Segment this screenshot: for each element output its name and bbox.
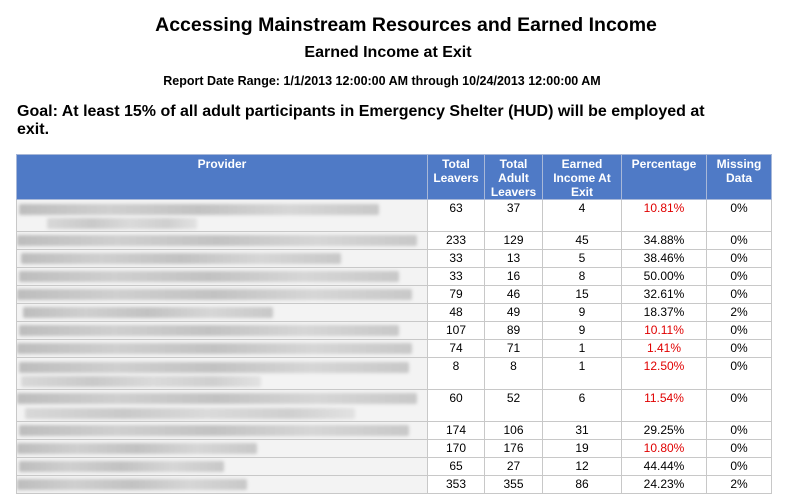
table-row <box>17 322 772 340</box>
earned-income-cell: 12 <box>543 458 622 476</box>
missing-data-cell: 0% <box>707 322 772 340</box>
provider-name-redacted <box>17 286 428 304</box>
total-leavers-cell: 33 <box>428 268 485 286</box>
provider-name-redacted <box>17 232 428 250</box>
percentage-cell: 11.54% <box>622 390 707 422</box>
percentage-cell: 34.88% <box>622 232 707 250</box>
earned-income-cell: 86 <box>543 476 622 494</box>
missing-data-cell: 0% <box>707 440 772 458</box>
missing-data-cell: 0% <box>707 286 772 304</box>
percentage-cell: 38.46% <box>622 250 707 268</box>
missing-data-cell: 0% <box>707 232 772 250</box>
table-header-row <box>17 155 772 200</box>
header-total-leavers: Total Leavers <box>428 155 485 200</box>
provider-name-redacted <box>17 268 428 286</box>
earned-income-table <box>16 154 772 494</box>
percentage-cell: 24.23% <box>622 476 707 494</box>
missing-data-cell: 0% <box>707 200 772 232</box>
total-leavers-cell: 353 <box>428 476 485 494</box>
table-row <box>17 458 772 476</box>
header-earned-income-at-exit: Earned Income At Exit <box>543 155 622 200</box>
total-leavers-cell: 63 <box>428 200 485 232</box>
earned-income-cell: 9 <box>543 304 622 322</box>
provider-name-redacted <box>17 458 428 476</box>
missing-data-cell: 0% <box>707 250 772 268</box>
table-row <box>17 286 772 304</box>
percentage-cell: 44.44% <box>622 458 707 476</box>
earned-income-cell: 31 <box>543 422 622 440</box>
earned-income-cell: 5 <box>543 250 622 268</box>
header-total-adult-leavers: Total Adult Leavers <box>485 155 543 200</box>
report-title: Accessing Mainstream Resources and Earned Income <box>155 14 657 36</box>
provider-name-redacted <box>17 422 428 440</box>
earned-income-cell: 1 <box>543 358 622 390</box>
earned-income-cell: 19 <box>543 440 622 458</box>
provider-name-redacted <box>17 304 428 322</box>
percentage-cell: 1.41% <box>622 340 707 358</box>
provider-name-redacted <box>17 358 428 390</box>
percentage-cell: 10.81% <box>622 200 707 232</box>
earned-income-cell: 15 <box>543 286 622 304</box>
table-row <box>17 268 772 286</box>
provider-name-redacted <box>17 200 428 232</box>
provider-name-redacted <box>17 322 428 340</box>
table-row <box>17 390 772 422</box>
total-adult-leavers-cell: 46 <box>485 286 543 304</box>
percentage-cell: 18.37% <box>622 304 707 322</box>
earned-income-cell: 4 <box>543 200 622 232</box>
earned-income-cell: 45 <box>543 232 622 250</box>
missing-data-cell: 2% <box>707 304 772 322</box>
total-adult-leavers-cell: 16 <box>485 268 543 286</box>
total-adult-leavers-cell: 71 <box>485 340 543 358</box>
table-row <box>17 340 772 358</box>
total-leavers-cell: 107 <box>428 322 485 340</box>
total-adult-leavers-cell: 106 <box>485 422 543 440</box>
table-row <box>17 358 772 390</box>
total-leavers-cell: 79 <box>428 286 485 304</box>
table-body <box>17 200 772 494</box>
percentage-cell: 12.50% <box>622 358 707 390</box>
missing-data-cell: 0% <box>707 358 772 390</box>
report-goal: Goal: At least 15% of all adult participants in Emergency Shelter (HUD) will be employed at exit. <box>17 103 705 138</box>
percentage-cell: 32.61% <box>622 286 707 304</box>
total-leavers-cell: 170 <box>428 440 485 458</box>
missing-data-cell: 2% <box>707 476 772 494</box>
report-date-range: Report Date Range: 1/1/2013 12:00:00 AM through 10/24/2013 12:00:00 AM <box>163 74 601 88</box>
earned-income-cell: 6 <box>543 390 622 422</box>
total-adult-leavers-cell: 13 <box>485 250 543 268</box>
missing-data-cell: 0% <box>707 458 772 476</box>
table-row <box>17 476 772 494</box>
missing-data-cell: 0% <box>707 422 772 440</box>
provider-name-redacted <box>17 440 428 458</box>
missing-data-cell: 0% <box>707 340 772 358</box>
total-leavers-cell: 33 <box>428 250 485 268</box>
missing-data-cell: 0% <box>707 390 772 422</box>
total-adult-leavers-cell: 49 <box>485 304 543 322</box>
total-adult-leavers-cell: 27 <box>485 458 543 476</box>
provider-name-redacted <box>17 476 428 494</box>
percentage-cell: 10.80% <box>622 440 707 458</box>
total-leavers-cell: 65 <box>428 458 485 476</box>
earned-income-cell: 9 <box>543 322 622 340</box>
header-provider: Provider <box>17 155 428 200</box>
table-row <box>17 232 772 250</box>
table-row <box>17 440 772 458</box>
earned-income-cell: 8 <box>543 268 622 286</box>
total-leavers-cell: 48 <box>428 304 485 322</box>
missing-data-cell: 0% <box>707 268 772 286</box>
total-leavers-cell: 174 <box>428 422 485 440</box>
total-adult-leavers-cell: 8 <box>485 358 543 390</box>
total-adult-leavers-cell: 129 <box>485 232 543 250</box>
table-row <box>17 200 772 232</box>
total-adult-leavers-cell: 89 <box>485 322 543 340</box>
report-subtitle: Earned Income at Exit <box>304 44 472 61</box>
total-adult-leavers-cell: 176 <box>485 440 543 458</box>
earned-income-cell: 1 <box>543 340 622 358</box>
provider-name-redacted <box>17 340 428 358</box>
header-percentage: Percentage <box>622 155 707 200</box>
percentage-cell: 50.00% <box>622 268 707 286</box>
provider-name-redacted <box>17 250 428 268</box>
percentage-cell: 29.25% <box>622 422 707 440</box>
total-leavers-cell: 8 <box>428 358 485 390</box>
total-leavers-cell: 74 <box>428 340 485 358</box>
percentage-cell: 10.11% <box>622 322 707 340</box>
table-row <box>17 304 772 322</box>
total-adult-leavers-cell: 37 <box>485 200 543 232</box>
table-row <box>17 422 772 440</box>
table-row <box>17 250 772 268</box>
total-adult-leavers-cell: 52 <box>485 390 543 422</box>
total-leavers-cell: 233 <box>428 232 485 250</box>
provider-name-redacted <box>17 390 428 422</box>
header-missing-data: Missing Data <box>707 155 772 200</box>
total-adult-leavers-cell: 355 <box>485 476 543 494</box>
total-leavers-cell: 60 <box>428 390 485 422</box>
